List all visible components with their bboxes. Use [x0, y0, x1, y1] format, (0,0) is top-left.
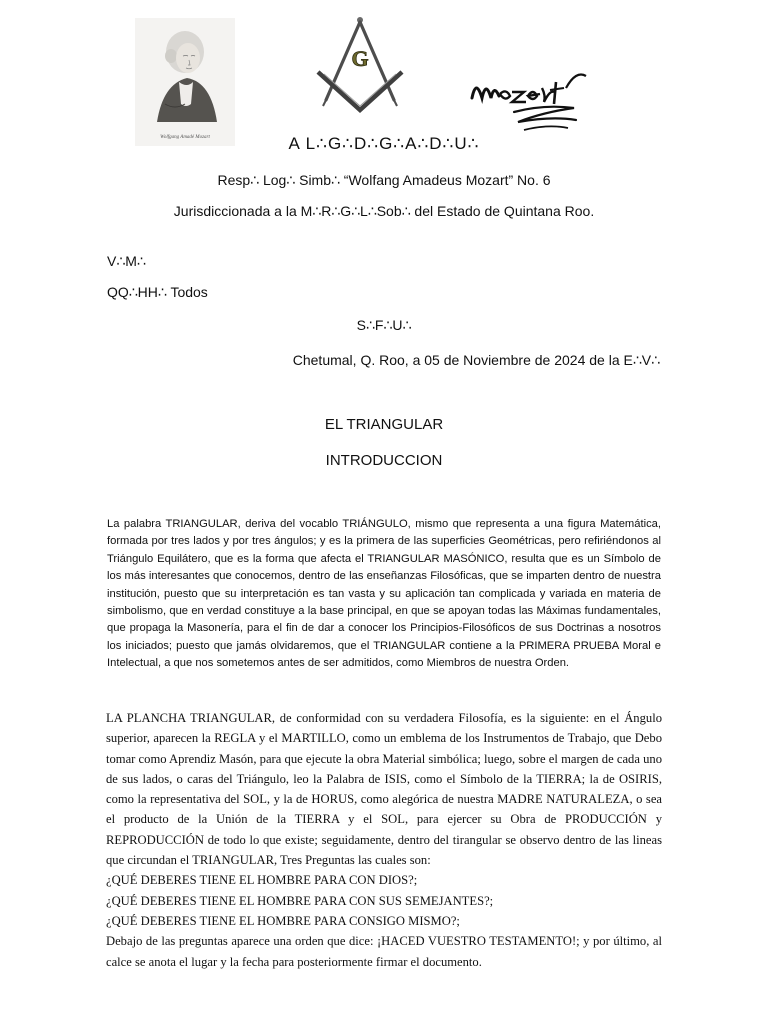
- plancha-paragraph: LA PLANCHA TRIANGULAR, de conformidad con su verdadera Filosofía, es la siguiente: en el Ángulo superior, aparecen la REGLA y el MARTILLO, como un emblema de los Instrumentos de Trabajo, que Debo tomar como Aprendiz Masón, para que ejecute la obra Material simbólica; luego, sobre el margen de cada uno de sus lados, o caras del Triángulo, leo la Palabra de ISIS, como el Símbolo de la TIERRA; la de OSIRIS, como la representativa del SOL, y la de HORUS, como alegórica de nuestra MADRE NATURALEZA, o sea el producto de la Unión de la TIERRA y el SOL, para ejercer su Obra de PRODUCCIÓN y REPRODUCCIÓN de todo lo que existe; seguidamente, dentro del tirangular se observo dentro de las lineas que circundan el TRIANGULAR, Tres Preguntas las cuales son:: [106, 711, 662, 868]
- question-3: ¿QUÉ DEBERES TIENE EL HOMBRE PARA CONSIGO MISMO?;: [106, 913, 460, 928]
- document-title: EL TRIANGULAR: [324, 416, 444, 433]
- place-and-date: Chetumal, Q. Roo, a 05 de Noviembre de 2024 de la E∴V∴: [292, 352, 660, 368]
- document-header-agdgadu: A L∴G∴D∴G∴A∴D∴U∴: [288, 134, 480, 153]
- section-title: INTRODUCCION: [325, 452, 443, 469]
- salutation-vm: V∴M∴: [107, 253, 146, 269]
- salutation-sfu: S∴F∴U∴: [356, 317, 412, 333]
- mozart-portrait-image: [135, 18, 235, 146]
- lodge-name: Resp∴ Log∴ Simb∴ “Wolfang Amadeus Mozart” No. 6: [217, 172, 551, 188]
- question-2: ¿QUÉ DEBERES TIENE EL HOMBRE PARA CON SUS SEMEJANTES?;: [106, 893, 494, 908]
- header-images: [0, 14, 768, 139]
- emblem-letter-g: G: [351, 46, 369, 71]
- intro-paragraph: La palabra TRIANGULAR, deriva del vocablo TRIÁNGULO, mismo que representa a una figura Matemática, formada por tres lados y por tres ángulos; y es la primera de las superficies Geométricas, pero refiriéndonos al Triángulo Equilátero, que es la forma que afecta el TRIANGULAR MASÓNICO, resulta que es un Símbolo de los más interesantes que conocemos, dentro de las enseñanzas Filosóficas, que se imparten dentro de nuestra institución, puesto que su interpretación es tan vasta y su aplicación tan complicada y variada en materia de simbolismo, que en verdad constituye a la base principal, en que se apoyan todas las Máximas fundamentales, que propaga la Masonería, para el fin de dar a conocer los Principios-Filosóficos de sus Doctrinas a nosotros los iniciados; puesto que jamás olvidaremos, que el TRIANGULAR contiene a la PRIMERA PRUEBA Moral e Intelectual, a que nos sometemos antes de ser admitidos, como Miembros de nuestra Orden.: [107, 518, 661, 670]
- jurisdiction-line: Jurisdiccionada a la M∴R∴G∴L∴Sob∴ del Estado de Quintana Roo.: [173, 203, 595, 219]
- square-compass-emblem: [310, 14, 410, 116]
- salutation-qq: QQ∴HH∴ Todos: [107, 284, 208, 300]
- mozart-signature-image: [466, 58, 592, 140]
- closing-paragraph: Debajo de las preguntas aparece una orden que dice: ¡HACED VUESTRO TESTAMENTO!; y por último, al calce se anota el lugar y la fecha para posteriormente firmar el documento.: [106, 934, 662, 969]
- portrait-caption: Wolfgang Amadé Mozart: [160, 135, 210, 140]
- question-1: ¿QUÉ DEBERES TIENE EL HOMBRE PARA CON DIOS?;: [106, 873, 418, 888]
- plancha-section: [106, 708, 662, 972]
